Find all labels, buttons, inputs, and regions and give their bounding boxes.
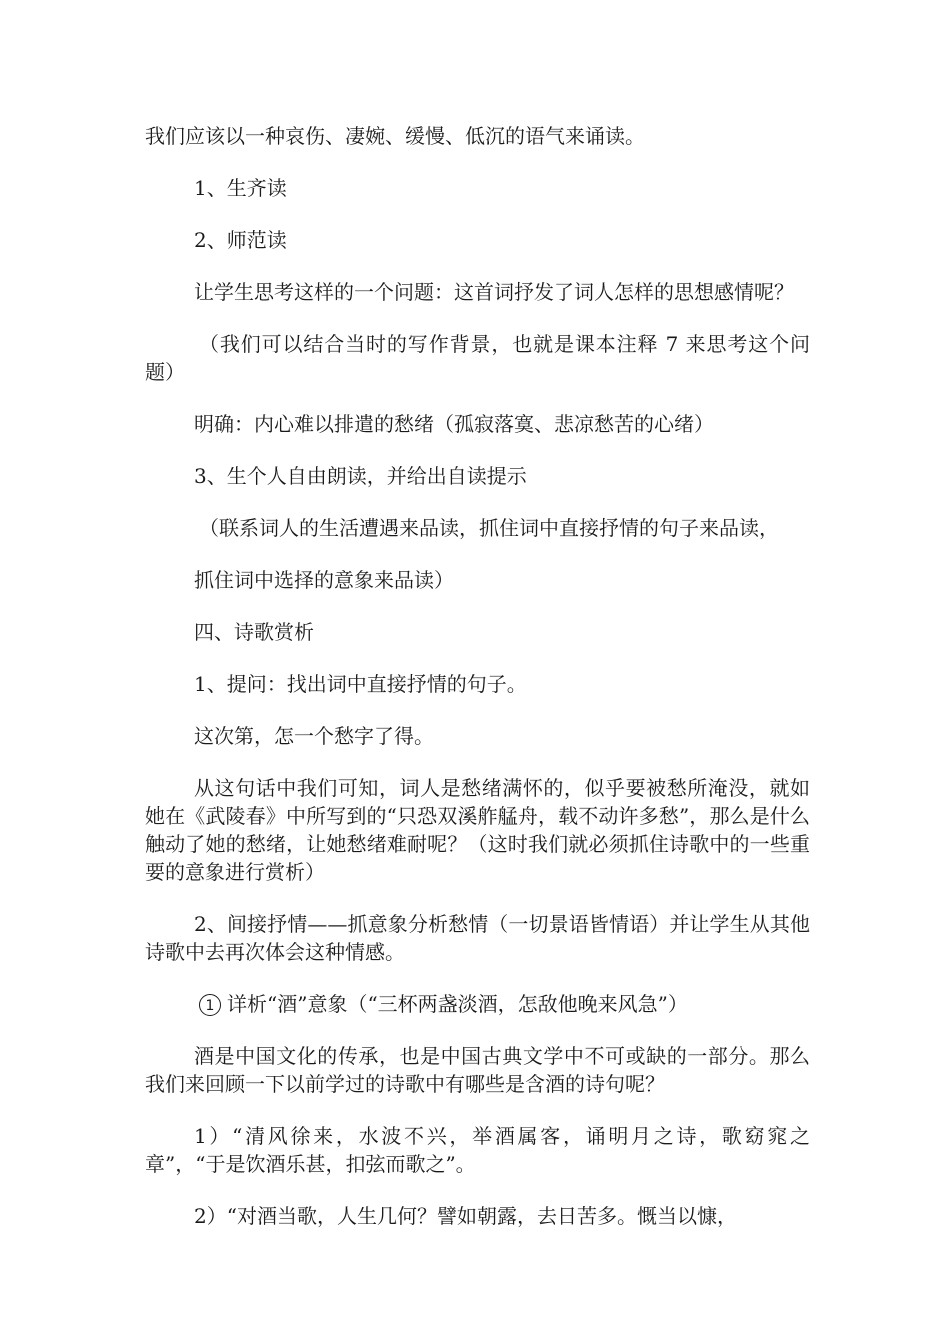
- paragraph-wine-culture: 酒是中国文化的传承，也是中国古典文学中不可或缺的一部分。那么我们来回顾一下以前学过的诗歌中有哪些是含酒的诗句呢？: [145, 1044, 810, 1096]
- paragraph-step-3: 3、生个人自由朗读，并给出自读提示: [194, 464, 527, 488]
- paragraph-reading-tone: 我们应该以一种哀伤、凄婉、缓慢、低沉的语气来诵读。: [145, 124, 645, 148]
- paragraph-example-2: 2）“对酒当歌，人生几何？譬如朝露，去日苦多。慨当以慷，: [194, 1204, 737, 1228]
- document-page: [145, 122, 810, 1254]
- paragraph-step-2: 2、师范读: [194, 228, 287, 252]
- paragraph-answer: 明确：内心难以排遣的愁绪（孤寂落寞、悲凉愁苦的心绪）: [194, 412, 714, 436]
- paragraph-reading-hints-cont: 抓住词中选择的意象来品读）: [194, 568, 454, 592]
- wine-imagery-text: 详析“酒”意象（“三杯两盏淡酒，怎敌他晚来风急”）: [227, 992, 688, 1016]
- section-heading-appreciation: 四、诗歌赏析: [194, 620, 314, 644]
- paragraph-analysis: 从这句话中我们可知，词人是愁绪满怀的，似乎要被愁所淹没，就如她在《武陵春》中所写到的“只恐双溪舴艋舟，载不动许多愁”，那么是什么触动了她的愁绪，让她愁绪难耐呢？（这时我们就必须抓住诗歌中的一些重要的意象进行赏析）: [145, 776, 810, 884]
- circled-number-marker: 1: [199, 994, 221, 1016]
- paragraph-quote: 这次第，怎一个愁字了得。: [194, 724, 434, 748]
- paragraph-question-direct: 1、提问：找出词中直接抒情的句子。: [194, 672, 527, 696]
- paragraph-reading-hints: （联系词人的生活遭遇来品读，抓住词中直接抒情的句子来品读，: [199, 516, 779, 540]
- paragraph-step-1: 1、生齐读: [194, 176, 287, 200]
- paragraph-wine-imagery: [145, 990, 810, 1018]
- paragraph-question: 让学生思考这样的一个问题：这首词抒发了词人怎样的思想感情呢？: [194, 280, 794, 304]
- paragraph-background-note: （我们可以结合当时的写作背景，也就是课本注释 7 来思考这个问题）: [145, 332, 810, 384]
- paragraph-example-1: 1）“清风徐来，水波不兴，举酒属客，诵明月之诗，歌窈窕之章”，“于是饮酒乐甚，扣弦而歌之”。: [145, 1124, 810, 1176]
- paragraph-indirect: 2、间接抒情——抓意象分析愁情（一切景语皆情语）并让学生从其他诗歌中去再次体会这种情感。: [145, 912, 810, 964]
